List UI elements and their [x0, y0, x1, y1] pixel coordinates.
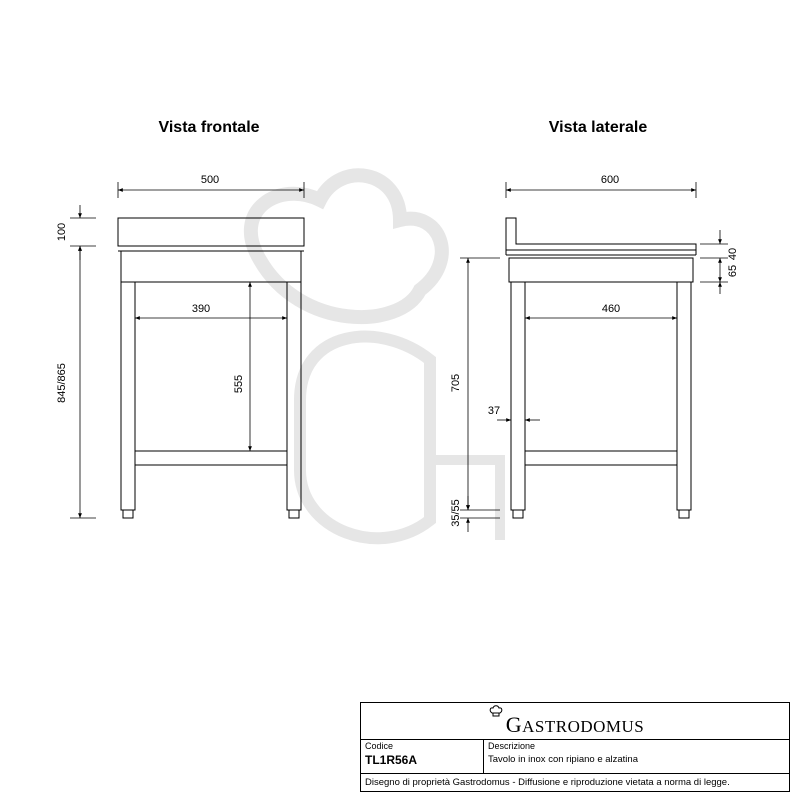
- product-code: TL1R56A: [365, 753, 418, 767]
- chef-hat-icon: [489, 705, 503, 717]
- dim-front-backsplash: 100: [56, 222, 68, 242]
- front-dimensions: [70, 182, 304, 518]
- dim-side-top-65: 65: [727, 264, 739, 278]
- dim-side-leg-37: 37: [487, 405, 501, 417]
- front-view-title: Vista frontale: [158, 119, 260, 136]
- side-leg-left: [511, 282, 525, 510]
- code-cell: [361, 740, 484, 774]
- dim-front-inner-width: 390: [191, 303, 211, 315]
- front-top-slab: [118, 218, 304, 246]
- dim-front-total-height: 845/865: [56, 363, 68, 403]
- code-label: Codice: [365, 741, 394, 751]
- brand-initial: G: [505, 712, 523, 737]
- dim-front-width: 500: [200, 174, 220, 186]
- dim-side-depth: 600: [600, 174, 620, 186]
- watermark-logo: [251, 175, 500, 540]
- side-leg-right: [677, 282, 691, 510]
- product-description: Tavolo in inox con ripiano e alzatina: [488, 754, 638, 765]
- dim-side-top-40: 40: [727, 247, 739, 261]
- brand-rest: ASTRODOMUS: [522, 717, 645, 736]
- title-block-logo-row: [361, 703, 789, 740]
- front-view: [118, 218, 304, 518]
- brand-logo: [506, 712, 645, 738]
- dim-front-shelf-height: 555: [233, 374, 245, 394]
- front-foot-right: [289, 510, 299, 518]
- description-label: Descrizione: [488, 741, 536, 751]
- side-backsplash: [506, 218, 696, 250]
- side-apron: [509, 258, 693, 282]
- front-leg-left: [121, 282, 135, 510]
- front-foot-left: [123, 510, 133, 518]
- front-shelf: [135, 451, 287, 465]
- copyright-notice: Disegno di proprietà Gastrodomus - Diffusione e riproduzione vietata a norma di legge.: [365, 777, 730, 788]
- side-foot-right: [679, 510, 689, 518]
- dim-side-foot: 35/55: [450, 499, 462, 527]
- side-view-title: Vista laterale: [548, 119, 648, 136]
- description-cell: [484, 740, 789, 774]
- side-foot-left: [513, 510, 523, 518]
- dim-side-height-705: 705: [450, 373, 462, 393]
- title-block: [360, 702, 790, 792]
- dim-side-inner-depth: 460: [601, 303, 621, 315]
- side-view: [506, 218, 696, 518]
- side-shelf: [525, 451, 677, 465]
